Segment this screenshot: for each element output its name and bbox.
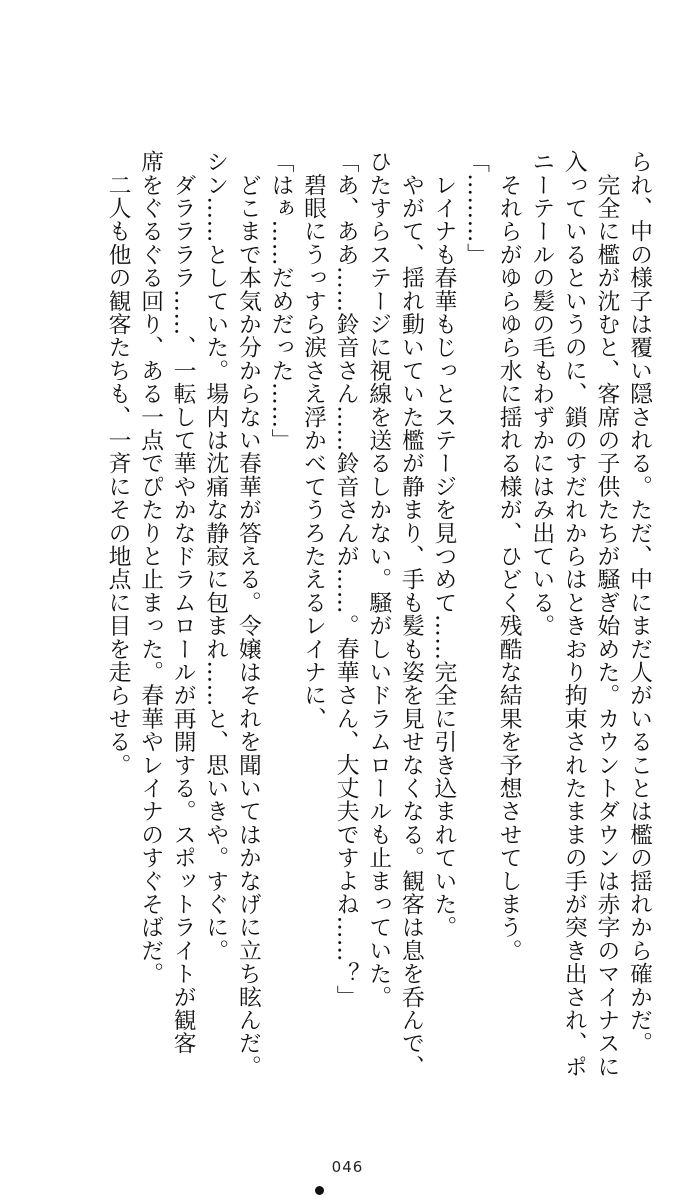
text-line: やがて、揺れ動いていた檻が静まり、手も髪も姿を見せなくなる。観客は息を呑んで、	[397, 150, 424, 1078]
text-line: 「はぁ……だめだった……」	[267, 150, 294, 452]
text-line: それらがゆらゆら水に揺れる様が、ひどく残酷な結果を予想させてしまう。	[495, 150, 522, 962]
text-line: 碧眼にうっすら涙さえ浮かべてうろたえるレイナに、	[300, 150, 327, 730]
vertical-text-body	[101, 150, 655, 1110]
text-line: シン……としていた。場内は沈痛な静寂に包まれ……と、思いきや。すぐに。	[202, 150, 229, 962]
text-line: ニーテールの髪の毛もわずかにはみ出ている。	[528, 150, 555, 638]
text-line: 「………」	[463, 150, 490, 266]
page-number: 046	[331, 1158, 364, 1176]
text-line: 入っているというのに、鎖のすだれからはときおり拘束されたままの手が突き出され、ポ	[560, 150, 587, 1078]
text-line: どこまで本気か分からない春華が答える。令嬢はそれを聞いてはかなげに立ち眩んだ。	[234, 150, 261, 1078]
text-line: 完全に檻が沈むと、客席の子供たちが騒ぎ始めた。カウントダウンは赤字のマイナスに	[593, 150, 620, 1078]
text-line: ひたすらステージに視線を送るしかない。騒がしいドラムロールも止まっていた。	[365, 150, 392, 1009]
text-line: ダララララ……、一転して華やかなドラムロールが再開する。スポットライトが観客	[169, 150, 196, 1055]
text-line: られ、中の様子は覆い隠される。ただ、中にまだ人がいることは檻の揺れから確かだ。	[626, 150, 652, 1055]
text-line: レイナも春華もじっとステージを見つめて……完全に引き込まれていた。	[430, 150, 457, 939]
text-line: 「あ、ああ……鈴音さん……鈴音さんが……。春華さん、大丈夫ですよね……？」	[332, 150, 359, 1009]
page-marker-dot	[315, 1186, 324, 1195]
text-line: 席をぐるぐる回り、ある一点でぴたりと止まった。春華やレイナのすぐそばだ。	[137, 150, 164, 986]
text-line: 二人も他の観客たちも、一斉にその地点に目を走らせる。	[104, 150, 131, 777]
